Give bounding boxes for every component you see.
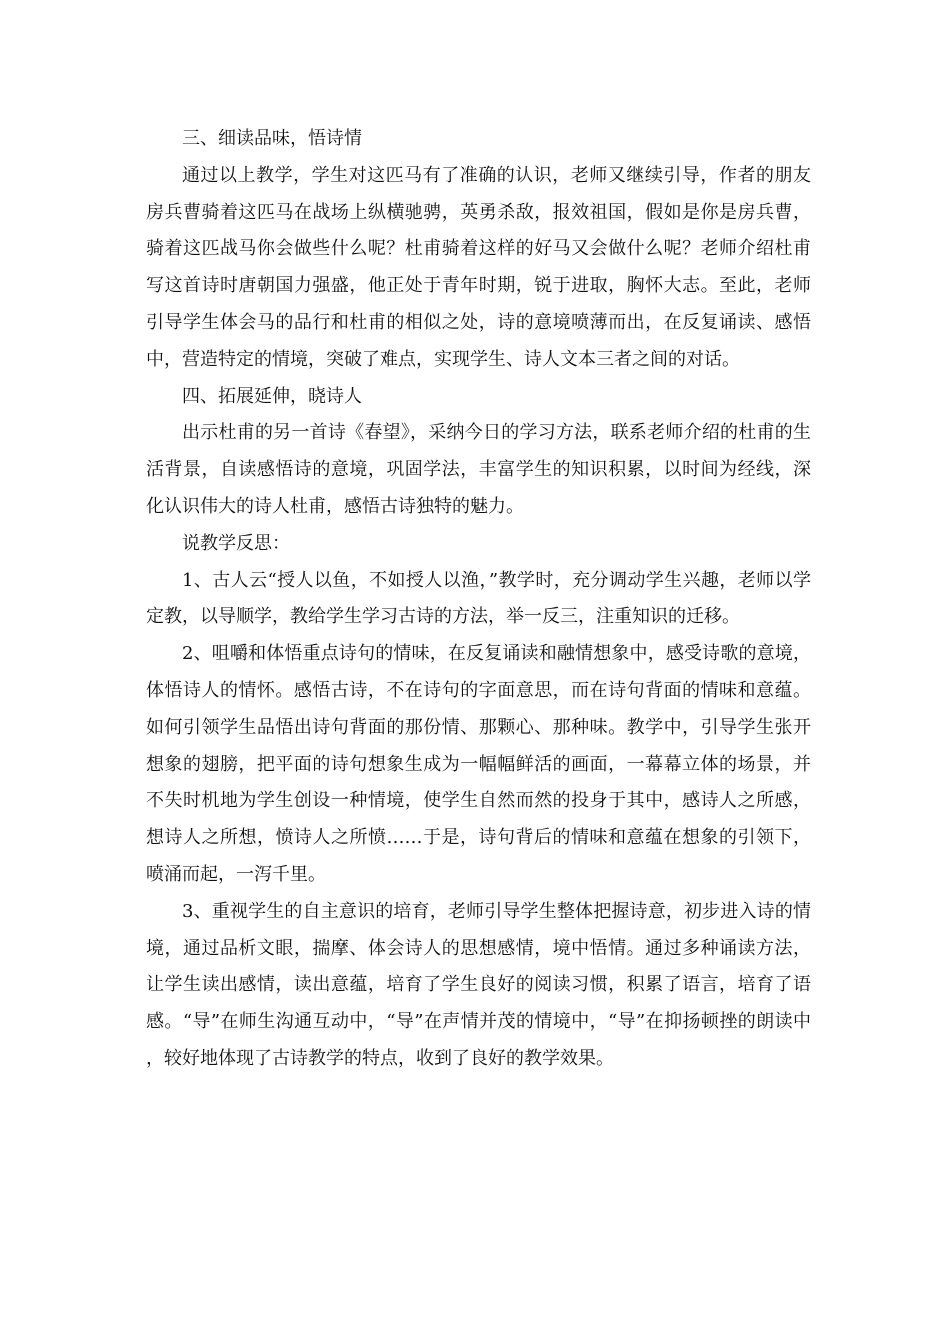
section-three-paragraph: 通过以上教学，学生对这匹马有了准确的认识，老师又继续引导，作者的朋友房兵曹骑着这匹马在战场上纵横驰骋，英勇杀敌，报效祖国，假如是你是房兵曹，骑着这匹战马你会做些什么呢？杜甫骑着这样的好马又会做什么呢？老师介绍杜甫写这首诗时唐朝国力强盛，他正处于青年时期，锐于进取，胸怀大志。至此，老师引导学生体会马的品行和杜甫的相似之处，诗的意境喷薄而出，在反复诵读、感悟中，营造特定的情境，突破了难点，实现学生、诗人文本三者之间的对话。 [146,164,811,370]
section-heading-three: 三、细读品味，悟诗情 [182,128,362,149]
section-heading-four: 四、拓展延伸，晓诗人 [182,385,362,407]
reflection-item-1: 1、古人云“授人以鱼，不如授人以渔，”教学时，充分调动学生兴趣，老师以学定教，以导顺学，教给学生学习古诗的方法，举一反三，注重知识的迁移。 [146,569,811,628]
reflection-item-3: 3、重视学生的自主意识的培育，老师引导学生整体把握诗意，初步进入诗的情境，通过品析文眼，揣摩、体会诗人的思想感情，境中悟情。通过多种诵读方法，让学生读出感情，读出意蕴，培育了学生良好的阅读习惯，积累了语言，培育了语感。“导”在师生沟通互动中，“导”在声情并茂的情境中，“导”在抑扬顿挫的朗读中，较好地体现了古诗教学的特点，收到了良好的教学效果。 [146,900,811,1069]
reflection-heading: 说教学反思： [182,532,290,554]
reflection-item-2: 2、咀嚼和体悟重点诗句的情味，在反复诵读和融情想象中，感受诗歌的意境，体悟诗人的情怀。感悟古诗，不在诗句的字面意思，而在诗句背面的情味和意蕴。如何引领学生品悟出诗句背面的那份情、那颗心、那种味。教学中，引导学生张开想象的翅膀，把平面的诗句想象生成为一幅幅鲜活的画面，一幕幕立体的场景，并不失时机地为学生创设一种情境，使学生自然而然的投身于其中，感诗人之所感，想诗人之所想，愤诗人之所愤……于是，诗句背后的情味和意蕴在想象的引领下，喷涌而起，一泻千里。 [146,643,811,885]
document-body [146,121,811,1078]
section-four-paragraph: 出示杜甫的另一首诗《春望》，采纳今日的学习方法，联系老师介绍的杜甫的生活背景，自读感悟诗的意境，巩固学法，丰富学生的知识积累，以时间为经线，深化认识伟大的诗人杜甫，感悟古诗独特的魅力。 [146,422,811,517]
